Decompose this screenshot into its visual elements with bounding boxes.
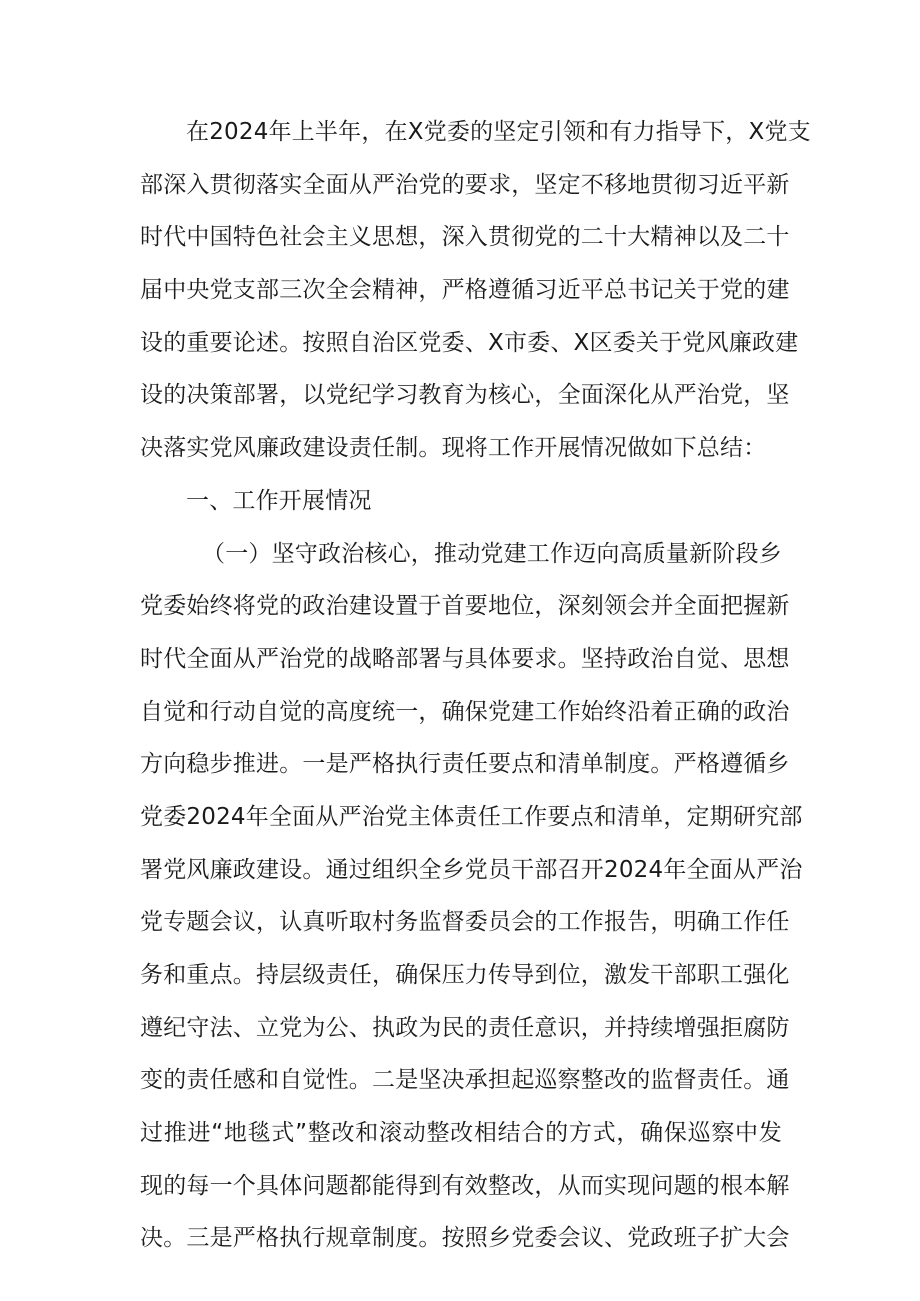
paragraph-line: 过推进“地毯式”整改和滚动整改相结合的方式，确保巡察中发 [140, 1120, 782, 1147]
paragraph-line: 党委2024年全面从严治党主体责任工作要点和清单，定期研究部 [140, 803, 803, 830]
paragraph-line: 方向稳步推进。一是严格执行责任要点和清单制度。严格遵循乡 [140, 751, 790, 778]
paragraph-line: 在2024年上半年，在X党委的坚定引领和有力指导下，X党支 [186, 119, 811, 145]
section-heading: 一、工作开展情况 [186, 487, 372, 514]
paragraph-line: 党专题会议，认真听取村务监督委员会的工作报告，明确工作任 [140, 909, 790, 936]
paragraph-line: 设的重要论述。按照自治区党委、X市委、X区委关于党风廉政建 [140, 329, 799, 356]
paragraph-line: 遵纪守法、立党为公、执政为民的责任意识，并持续增强拒腐防 [140, 1014, 790, 1041]
paragraph-line: 署党风廉政建设。通过组织全乡党员干部召开2024年全面从严治 [140, 856, 803, 883]
paragraph-line: 时代全面从严治党的战略部署与具体要求。坚持政治自觉、思想 [140, 645, 790, 672]
paragraph-line: 自觉和行动自觉的高度统一，确保党建工作始终沿着正确的政治 [140, 698, 790, 725]
paragraph-line: 决落实党风廉政建设责任制。现将工作开展情况做如下总结： [140, 435, 767, 462]
paragraph-line: 变的责任感和自觉性。二是坚决承担起巡察整改的监督责任。通 [140, 1067, 790, 1094]
paragraph-line: 务和重点。持层级责任，确保压力传导到位，激发干部职工强化 [140, 962, 790, 988]
paragraph-line: 届中央党支部三次全会精神，严格遵循习近平总书记关于党的建 [140, 277, 790, 304]
paragraph-line: 决。三是严格执行规章制度。按照乡党委会议、党政班子扩大会 [140, 1225, 790, 1252]
paragraph-line: 部深入贯彻落实全面从严治党的要求，坚定不移地贯彻习近平新 [140, 171, 790, 198]
paragraph-line: 现的每一个具体问题都能得到有效整改，从而实现问题的根本解 [140, 1172, 790, 1199]
paragraph-line: 时代中国特色社会主义思想，深入贯彻党的二十大精神以及二十 [140, 224, 790, 251]
document-body [140, 106, 811, 1265]
subsection-heading: （一）坚守政治核心，推动党建工作迈向高质量新阶段乡 [202, 540, 782, 567]
paragraph-line: 党委始终将党的政治建设置于首要地位，深刻领会并全面把握新 [140, 593, 790, 620]
paragraph-line: 设的决策部署，以党纪学习教育为核心，全面深化从严治党，坚 [140, 382, 790, 409]
